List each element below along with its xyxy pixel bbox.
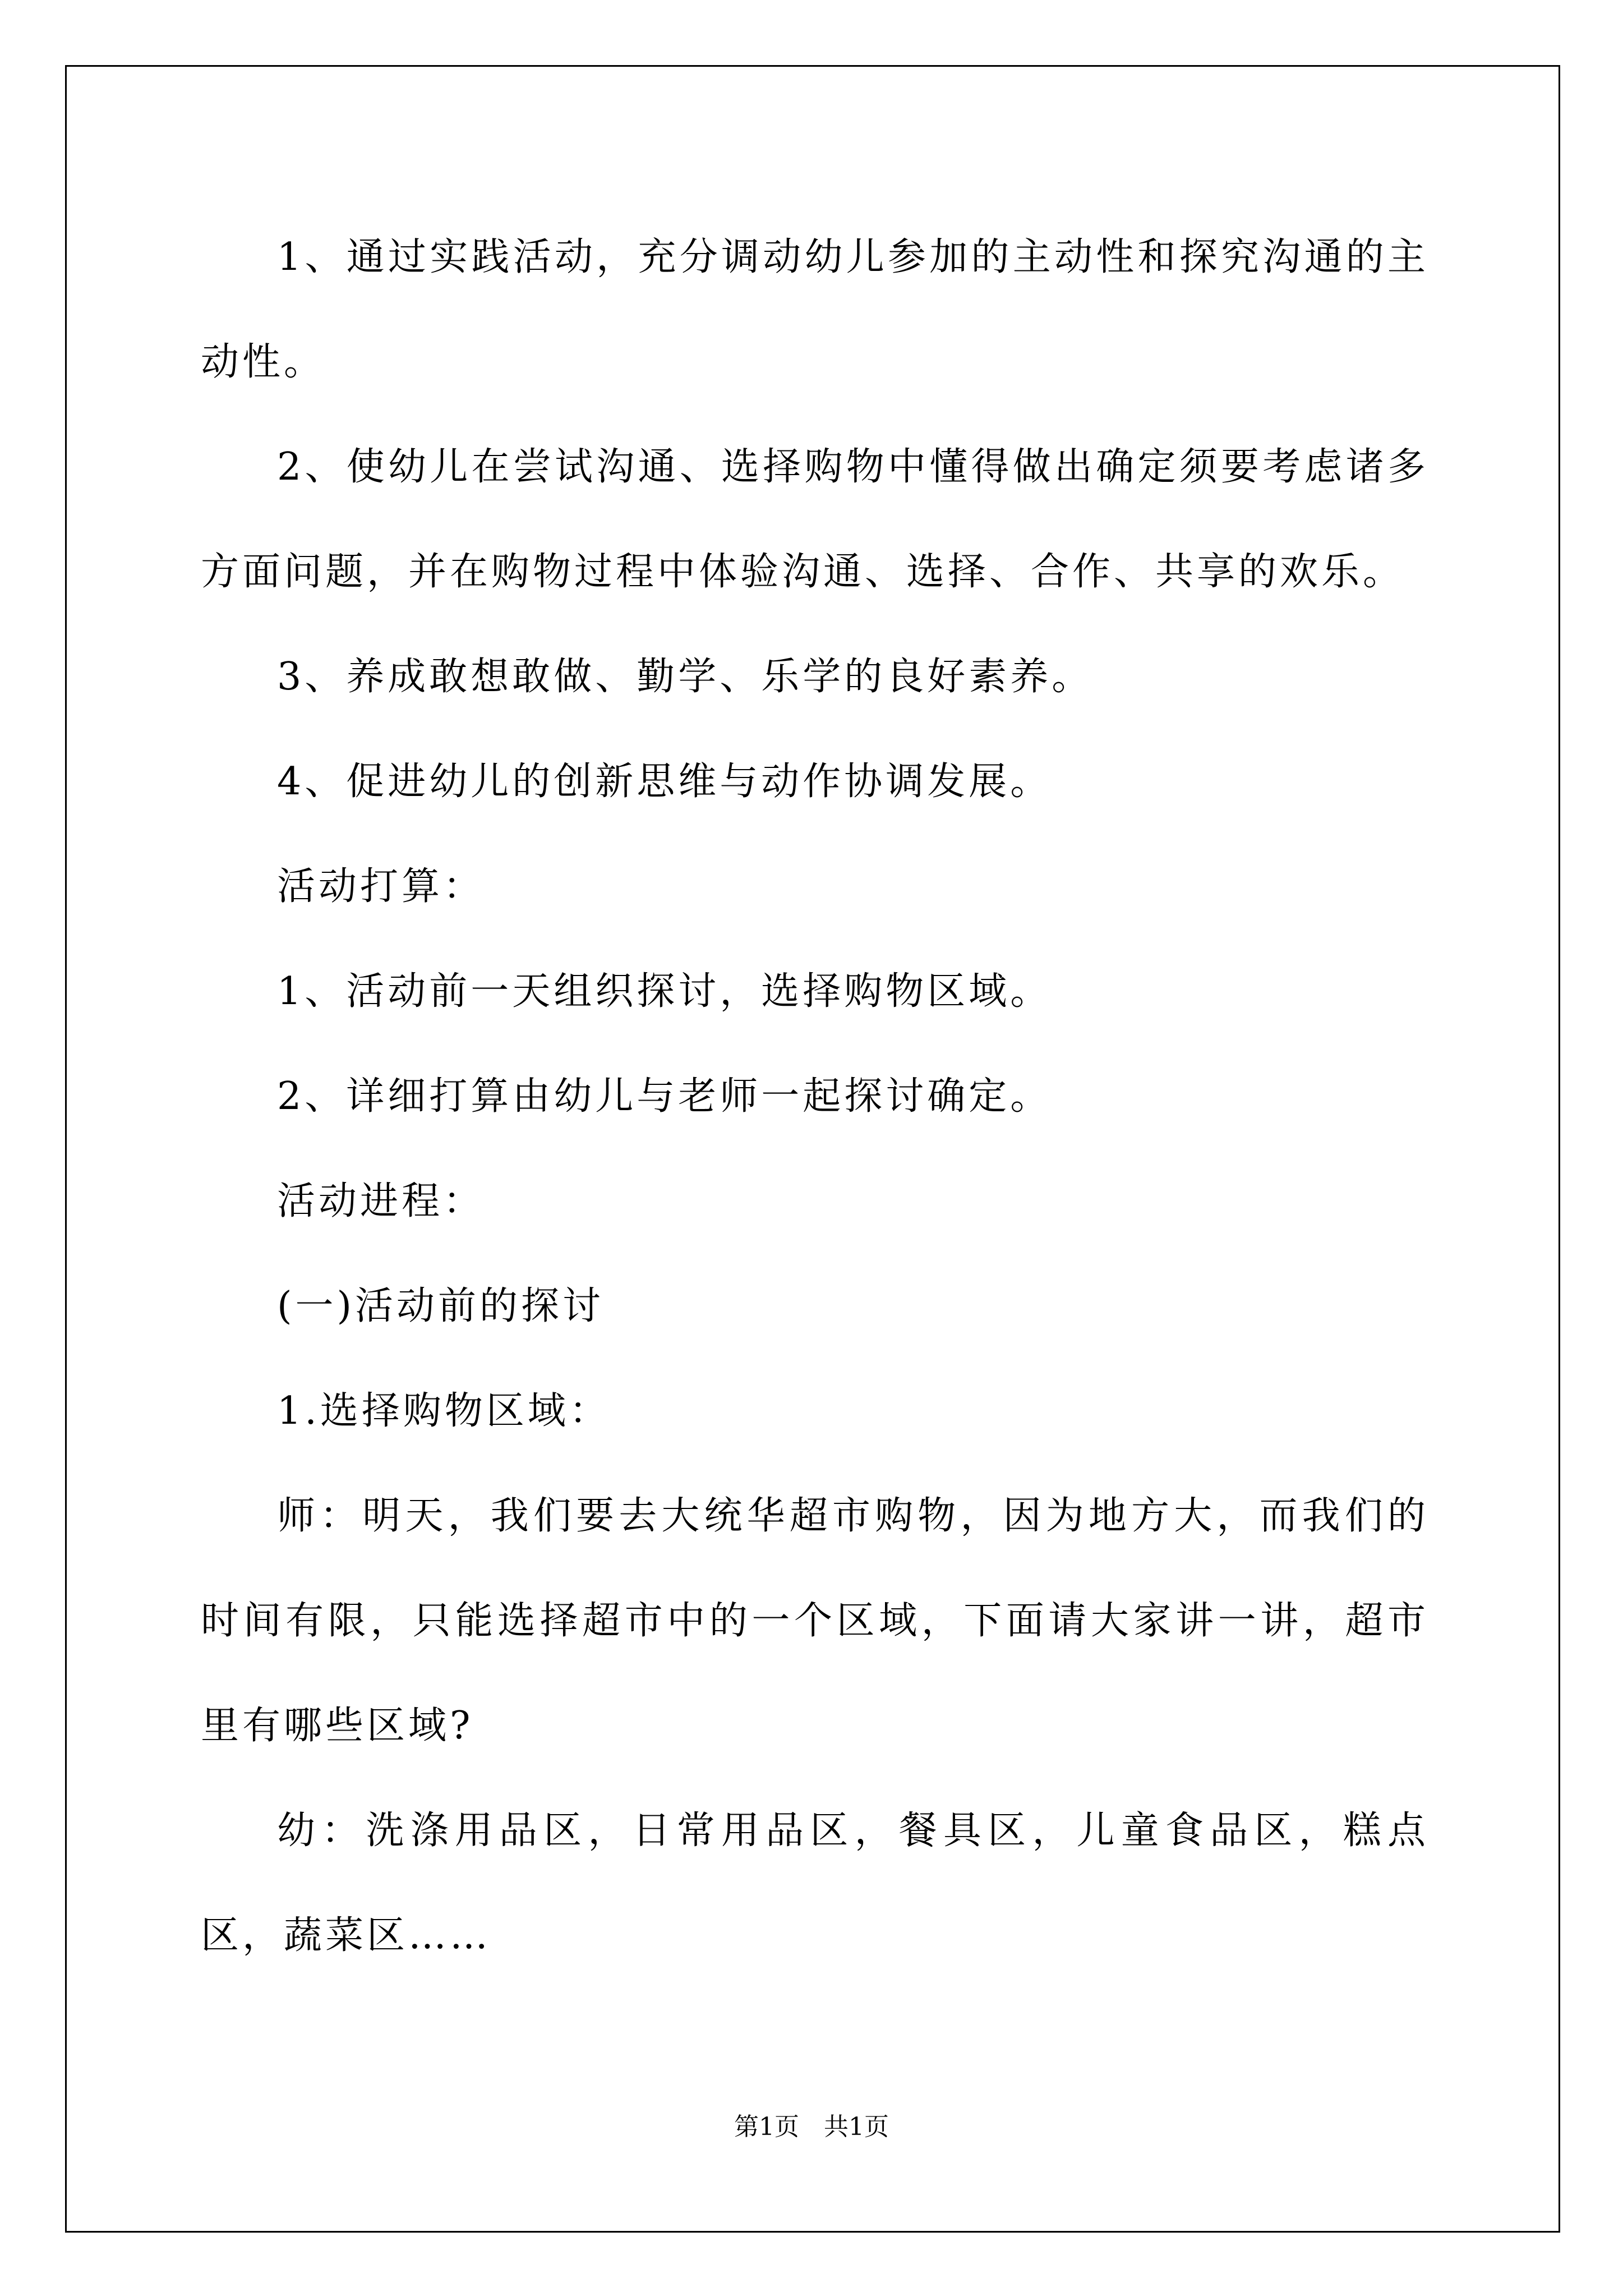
- document-body: [201, 205, 1429, 1988]
- heading-pre-activity-discussion: (一)活动前的探讨: [277, 1284, 605, 1328]
- heading-activity-process: 活动进程：: [277, 1179, 485, 1223]
- paragraph-goal-4: 4、促进幼儿的创新思维与动作协调发展。: [277, 760, 1052, 804]
- paragraph-prep-2: 2、详细打算由幼儿与老师一起探讨确定。: [277, 1074, 1052, 1119]
- paragraph-child-dialogue: 幼：洗涤用品区，日常用品区，餐具区，儿童食品区，糕点区，蔬菜区……: [201, 1809, 1429, 1958]
- page-footer: 第1页 共1页: [734, 2113, 889, 2141]
- paragraph-teacher-dialogue: 师：明天，我们要去大统华超市购物，因为地方大，而我们的时间有限，只能选择超市中的一个区域，下面请大家讲一讲，超市里有哪些区域?: [201, 1494, 1429, 1748]
- paragraph-prep-1: 1、活动前一天组织探讨，选择购物区域。: [277, 969, 1052, 1014]
- paragraph-goal-1: 1、通过实践活动，充分调动幼儿参加的主动性和探究沟通的主动性。: [201, 235, 1429, 384]
- heading-choose-area: 1.选择购物区域：: [277, 1389, 611, 1433]
- paragraph-goal-2: 2、使幼儿在尝试沟通、选择购物中懂得做出确定须要考虑诸多方面问题，并在购物过程中体验沟通、选择、合作、共享的欢乐。: [201, 445, 1429, 594]
- heading-activity-prep: 活动打算：: [277, 864, 485, 909]
- paragraph-goal-3: 3、养成敢想敢做、勤学、乐学的良好素养。: [277, 655, 1094, 699]
